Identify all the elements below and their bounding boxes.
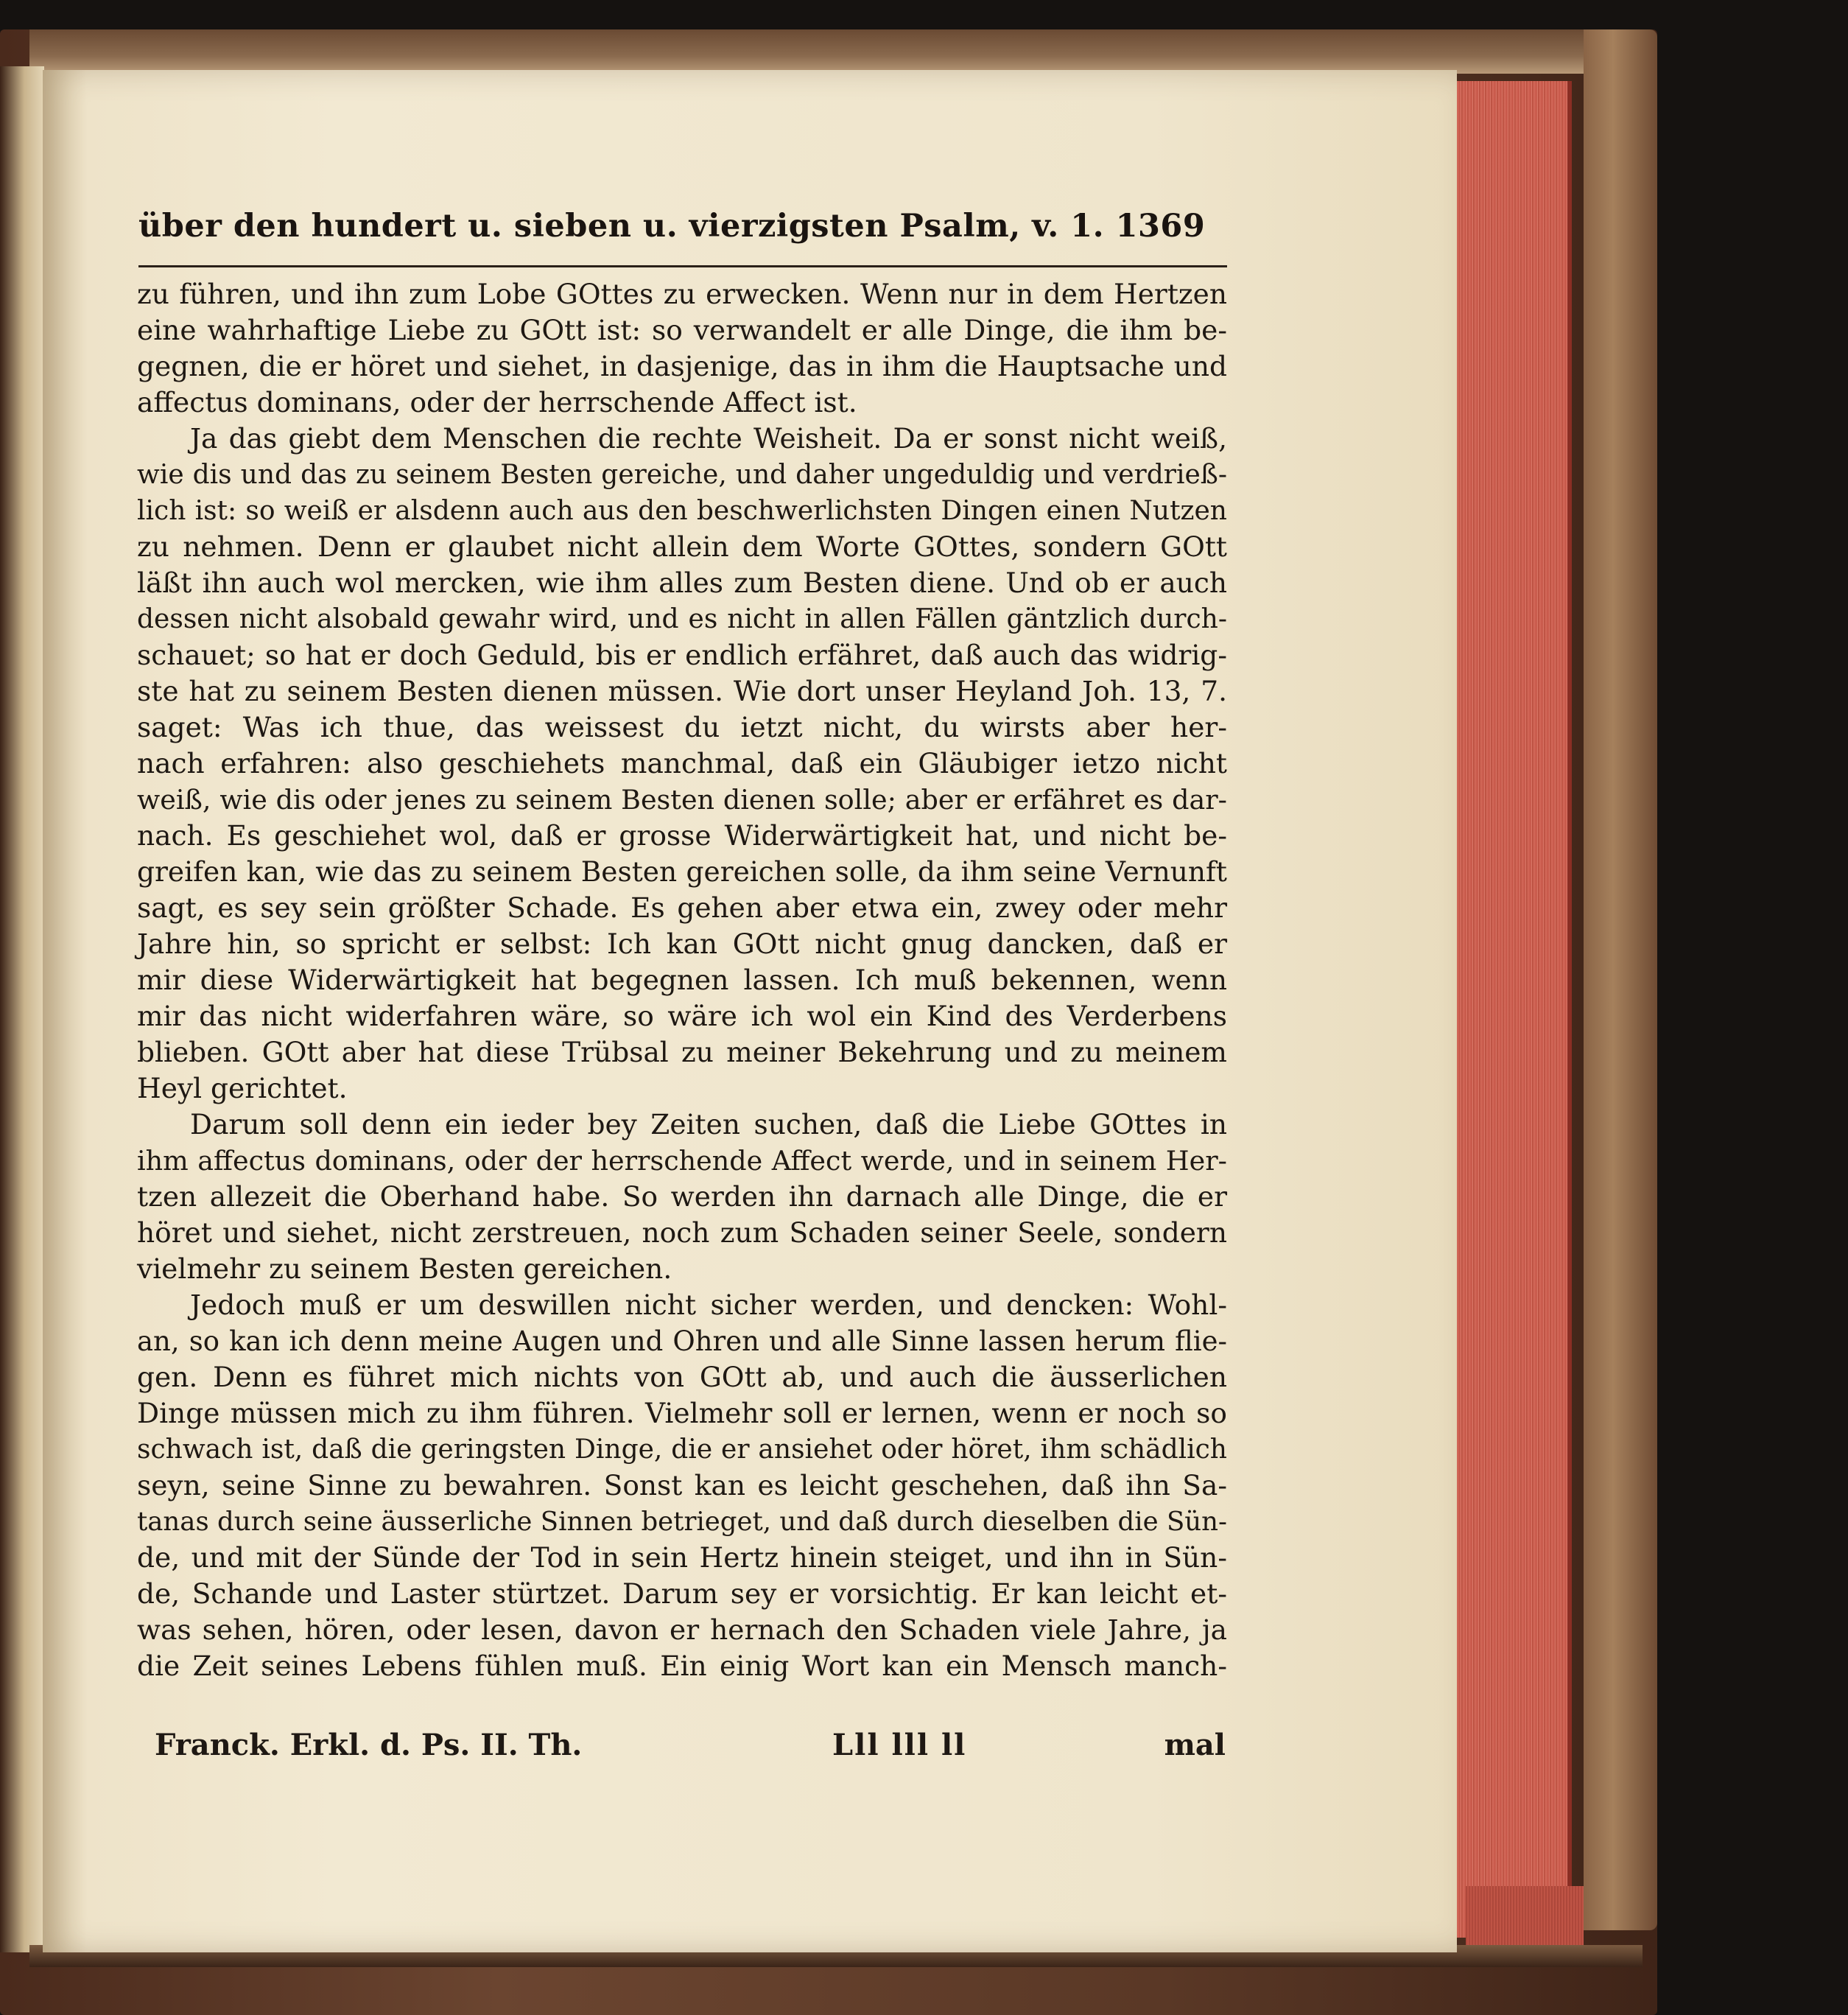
text-line: nach erfahren: also geschiehets manchmal, daß ein Gläubiger ietzo nicht	[137, 747, 1227, 779]
text-line: schauet; so hat er doch Geduld, bis er endlich erfähret, daß auch das widrig-	[137, 639, 1227, 671]
text-line: mir das nicht widerfahren wäre, so wäre ich wol ein Kind des Verderbens	[137, 1000, 1227, 1032]
text-line: weiß, wie dis oder jenes zu seinem Besten dienen solle; aber er erfähret es dar-	[137, 784, 1227, 816]
running-head: über den hundert u. sieben u. vierzigsten Psalm, v. 1. 1369	[138, 208, 1206, 245]
red-fore-edge	[1450, 81, 1572, 1938]
catchword: mal	[1164, 1728, 1226, 1762]
text-line: wie dis und das zu seinem Besten gereiche, und daher ungeduldig und verdrieß-	[137, 460, 1227, 490]
text-line: höret und siehet, nicht zerstreuen, noch zum Schaden seiner Seele, sondern	[137, 1216, 1227, 1249]
text-line: lich ist: so weiß er alsdenn auch aus den beschwerlichsten Dingen einen Nutzen	[137, 496, 1227, 526]
text-line: sagt, es sey sein größter Schade. Es gehen aber etwa ein, zwey oder mehr	[137, 891, 1227, 924]
text-line: tanas durch seine äusserliche Sinnen betrieget, und daß durch dieselben die Sün-	[137, 1507, 1227, 1537]
text-line: zu nehmen. Denn er glaubet nicht allein dem Worte GOttes, sondern GOtt	[137, 530, 1227, 563]
text-line: an, so kan ich denn meine Augen und Ohren und alle Sinne lassen herum flie-	[137, 1325, 1227, 1357]
text-line: gen. Denn es führet mich nichts von GOtt ab, und auch die äusserlichen	[137, 1361, 1227, 1393]
text-line: schwach ist, daß die geringsten Dinge, die er ansiehet oder höret, ihm schädlich	[137, 1434, 1227, 1465]
text-line: ste hat zu seinem Besten dienen müssen. Wie dort unser Heyland Joh. 13, 7.	[137, 675, 1227, 707]
verso-page-edge	[0, 66, 44, 1952]
text-line: affectus dominans, oder der herrschende Affect ist.	[137, 386, 857, 418]
text-line: die Zeit seines Lebens fühlen muß. Ein einig Wort kan ein Mensch manch-	[137, 1650, 1227, 1682]
text-line: Heyl gerichtet.	[137, 1072, 348, 1104]
text-line: greifen kan, wie das zu seinem Besten gereichen solle, da ihm seine Vernunft	[137, 855, 1227, 888]
text-line: de, und mit der Sünde der Tod in sein Hertz hinein steiget, und ihn in Sün-	[137, 1541, 1227, 1574]
text-line: mir diese Widerwärtigkeit hat begegnen lassen. Ich muß bekennen, wenn	[137, 964, 1227, 996]
text-line: Jahre hin, so spricht er selbst: Ich kan GOtt nicht gnug dancken, daß er	[137, 928, 1227, 960]
text-line: eine wahrhaftige Liebe zu GOtt ist: so verwandelt er alle Dinge, die ihm be-	[137, 314, 1227, 346]
text-line: zu führen, und ihn zum Lobe GOttes zu erwecken. Wenn nur in dem Hertzen	[137, 278, 1227, 310]
text-line: tzen allezeit die Oberhand habe. So werden ihn darnach alle Dinge, die er	[137, 1180, 1227, 1213]
page-footer	[155, 1723, 1226, 1767]
book-top-edge	[29, 29, 1635, 74]
book-signature: Franck. Erkl. d. Ps. II. Th.	[155, 1728, 583, 1762]
text-line: nach. Es geschiehet wol, daß er grosse Widerwärtigkeit hat, und nicht be-	[137, 819, 1227, 852]
text-line: Dinge müssen mich zu ihm führen. Vielmehr soll er lernen, wenn er noch so	[137, 1397, 1227, 1429]
text-line: vielmehr zu seinem Besten gereichen.	[137, 1252, 672, 1285]
text-line: dessen nicht alsobald gewahr wird, und es nicht in allen Fällen gäntzlich durch-	[137, 604, 1227, 634]
text-line: gegnen, die er höret und siehet, in dasjenige, das in ihm die Hauptsache und	[137, 350, 1227, 382]
text-line: was sehen, hören, oder lesen, davon er hernach den Schaden viele Jahre, ja	[137, 1613, 1227, 1646]
body-text	[137, 276, 1227, 1684]
text-line: Jedoch muß er um deswillen nicht sicher werden, und dencken: Wohl-	[190, 1289, 1227, 1321]
book-spine-edge	[1584, 29, 1657, 1930]
text-line: läßt ihn auch wol mercken, wie ihm alles zum Besten diene. Und ob er auch	[137, 567, 1227, 599]
text-line: Darum soll denn ein ieder bey Zeiten suchen, daß die Liebe GOttes in	[190, 1108, 1227, 1140]
text-line: de, Schande und Laster stürtzet. Darum sey er vorsichtig. Er kan leicht et-	[137, 1577, 1227, 1610]
text-line: ihm affectus dominans, oder der herrschende Affect werde, und in seinem Her-	[137, 1145, 1227, 1177]
sheet-mark: Lll lll ll	[832, 1728, 967, 1762]
head-rule	[138, 265, 1227, 267]
text-line: Ja das giebt dem Menschen die rechte Weisheit. Da er sonst nicht weiß,	[190, 422, 1227, 455]
text-line: saget: Was ich thue, das weissest du ietzt nicht, du wirsts aber her-	[137, 711, 1227, 743]
text-line: blieben. GOtt aber hat diese Trübsal zu meiner Bekehrung und zu meinem	[137, 1036, 1227, 1068]
text-line: seyn, seine Sinne zu bewahren. Sonst kan es leicht geschehen, daß ihn Sa-	[137, 1469, 1227, 1501]
